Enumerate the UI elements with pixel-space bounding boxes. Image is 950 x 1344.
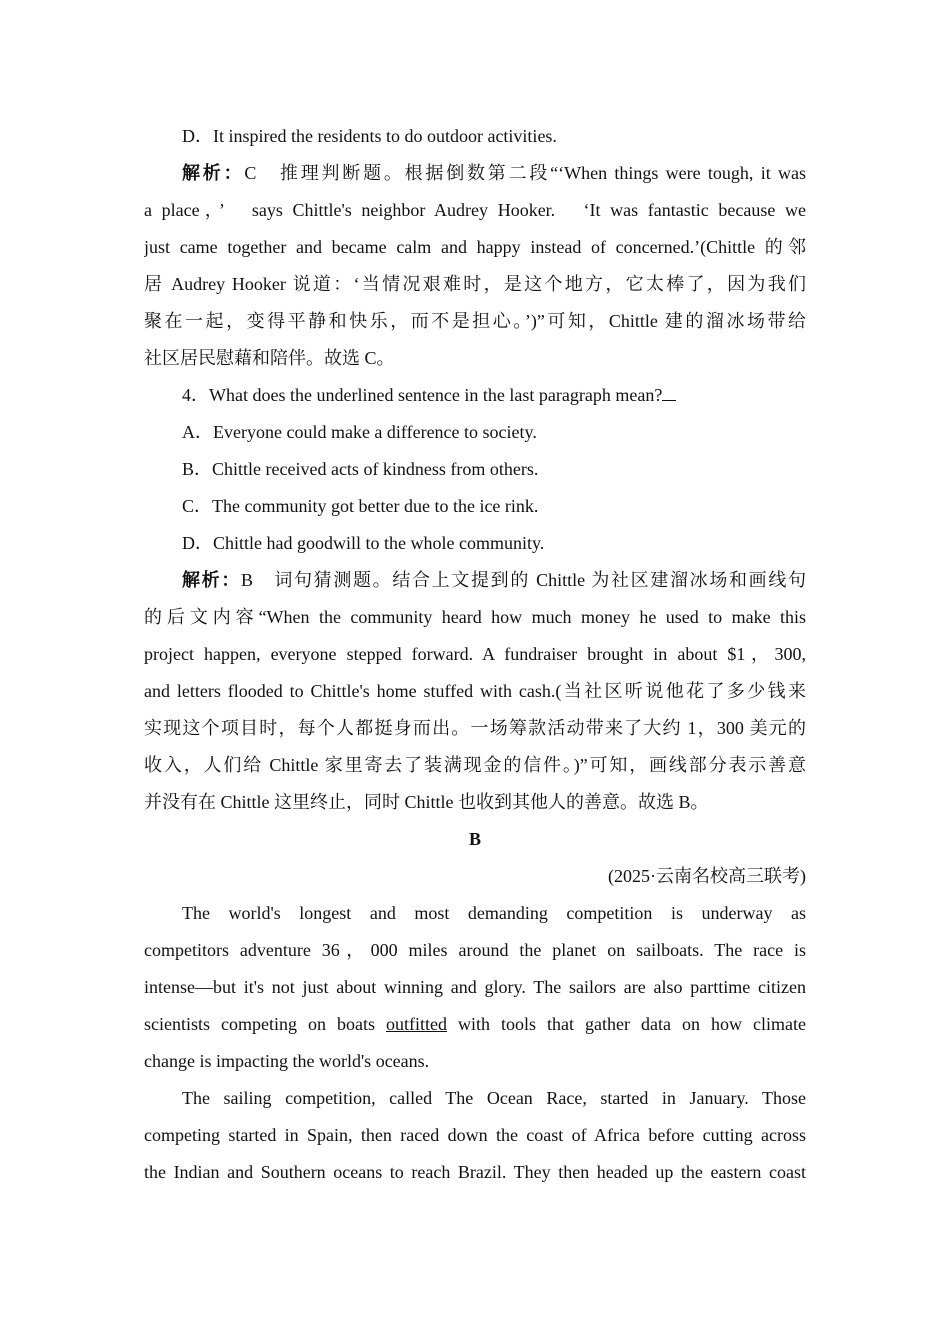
q4-analysis-line-5: 实现这个项目时，每个人都挺身而出。一场筹款活动带来了大约 1，300 美元的 bbox=[144, 718, 806, 738]
passage-text: with tools that gather data on how climate bbox=[458, 1014, 806, 1034]
passage-p2-line-3: the Indian and Southern oceans to reach Brazil. They then headed up the eastern coast bbox=[144, 1162, 806, 1182]
q3-analysis-line-3: just came together and became calm and happy instead of concerned.’(Chittle 的邻 bbox=[144, 237, 806, 257]
source-note: (2025·云南名校高三联考) bbox=[608, 866, 806, 886]
q3-analysis-line-6: 社区居民慰藉和陪伴。故选 C。 bbox=[144, 348, 395, 368]
q4-analysis-line-7: 并没有在 Chittle 这里终止，同时 Chittle 也收到其他人的善意。故选 B。 bbox=[144, 792, 709, 812]
q4-option-b: B．Chittle received acts of kindness from others. bbox=[182, 459, 539, 479]
q4-analysis-line-2: 的后文内容“When the community heard how much money he used to make this bbox=[144, 607, 806, 627]
q3-analysis-line-5: 聚在一起，变得平静和快乐，而不是担心。’)”可知，Chittle 建的溜冰场带给 bbox=[144, 311, 806, 331]
passage-p1-line-2: competitors adventure 36，000 miles around the planet on sailboats. The race is bbox=[144, 940, 806, 960]
document-page bbox=[144, 118, 806, 1191]
passage-p1-line-5: change is impacting the world's oceans. bbox=[144, 1051, 430, 1071]
q3-analysis-line-2: a place，’ says Chittle's neighbor Audrey Hooker. ‘It was fantastic because we bbox=[144, 200, 806, 220]
passage-p2-line-2: competing started in Spain, then raced down the coast of Africa before cutting across bbox=[144, 1125, 806, 1145]
passage-text: scientists competing on boats bbox=[144, 1014, 375, 1034]
q4-option-d: D．Chittle had goodwill to the whole community. bbox=[182, 533, 545, 553]
q4-option-c: C．The community got better due to the ice rink. bbox=[182, 496, 539, 516]
section-heading: B bbox=[468, 829, 481, 849]
q4-analysis-line-4: and letters flooded to Chittle's home stuffed with cash.(当社区听说他花了多少钱来 bbox=[144, 681, 806, 701]
passage-p1-line-1: The world's longest and most demanding competition is underway as bbox=[182, 903, 806, 923]
answer-blank bbox=[662, 380, 676, 401]
passage-p2-line-1: The sailing competition, called The Ocean Race, started in January. Those bbox=[182, 1088, 806, 1108]
question-4 bbox=[144, 377, 806, 414]
q4-analysis-line-6: 收入，人们给 Chittle 家里寄去了装满现金的信件。)”可知，画线部分表示善意 bbox=[144, 755, 806, 775]
q3-analysis-line-4: 居 Audrey Hooker 说道：‘当情况艰难时，是这个地方，它太棒了，因为我们 bbox=[144, 274, 806, 294]
analysis-label: 解析： bbox=[182, 570, 241, 590]
analysis-label: 解析： bbox=[182, 163, 245, 183]
underlined-word: outfitted bbox=[386, 1014, 448, 1034]
q3-analysis-line-1 bbox=[144, 155, 806, 192]
passage-p1-line-3: intense—but it's not just about winning and glory. The sailors are also parttime citizen bbox=[144, 977, 806, 997]
q4-analysis-text: B 词句猜测题。结合上文提到的 Chittle 为社区建溜冰场和画线句 bbox=[241, 570, 806, 590]
question-4-text: 4．What does the underlined sentence in the last paragraph mean? bbox=[182, 385, 663, 405]
q4-analysis-line-3: project happen, everyone stepped forward. A fundraiser brought in about $1，300, bbox=[144, 644, 806, 664]
q3-analysis-text: C 推理判断题。根据倒数第二段“‘When things were tough, it was bbox=[244, 163, 806, 183]
passage-p1-line-4 bbox=[144, 1006, 806, 1043]
q4-analysis-line-1 bbox=[144, 562, 806, 599]
q3-option-d: D．It inspired the residents to do outdoor activities. bbox=[182, 126, 557, 146]
q4-option-a: A．Everyone could make a difference to society. bbox=[182, 422, 537, 442]
